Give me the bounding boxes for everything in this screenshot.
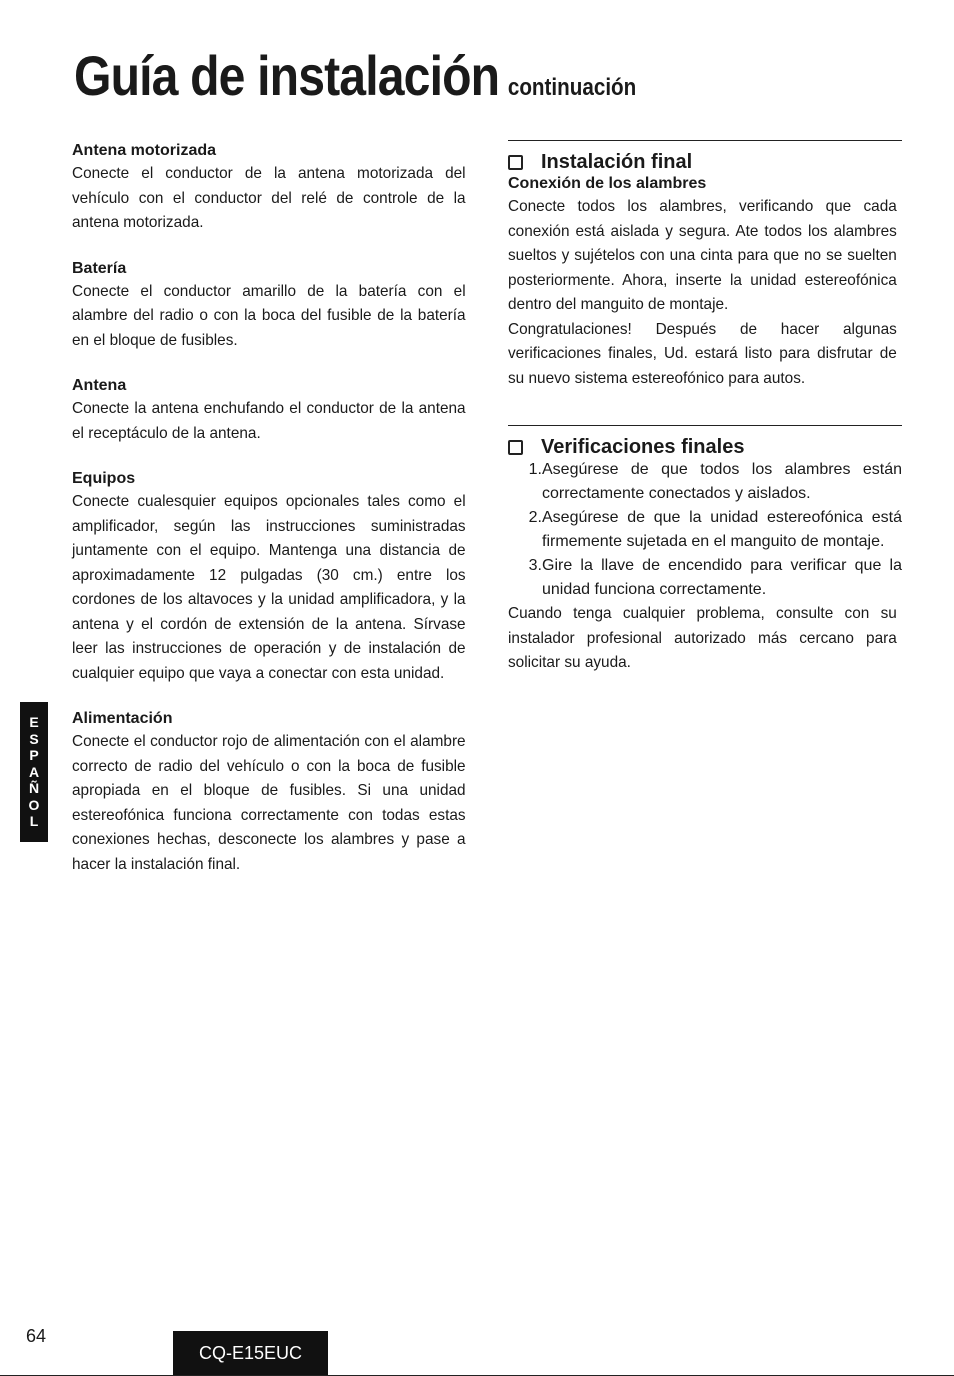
section-body: Conecte la antena enchufando el conductor de la antena el receptáculo de la antena. [72,400,466,442]
item-text: Asegúrese de que todos los alambres están correctamente conectados y aislados. [542,461,902,502]
final-checks-list [508,458,902,602]
list-item [508,506,902,554]
checkbox-square-icon [508,440,523,455]
tab-letter: Ñ [28,780,40,797]
section-heading: Batería [72,259,127,277]
item-text: Asegúrese de que la unidad estereofónica está firmemente sujetada en el manguito de montaje. [542,509,902,550]
final-checks-title: Verificaciones finales [541,436,745,458]
page-title [74,44,636,120]
list-item [508,458,902,506]
section-battery [72,258,466,354]
section-body: Conecte cualesquier equipos opcionales tales como el amplificador, según las instrucciones suministradas juntamente con el equipo. Mantenga una distancia de aproximadamente 12 pulgadas (30 cm.) entre los cordones de los altavoces y la unidad amplificadora, y la antena y el cordón de extensión de la antena. Sírvase leer las instrucciones de operación y de instalación de cualquier equipo que vaya a conectar con esta unidad. [72,493,466,682]
left-column [72,140,466,899]
section-antenna [72,375,466,446]
section-body: Conecte el conductor amarillo de la batería con el alambre del radio o con la boca del fusible de la batería en el bloque de fusibles. [72,282,466,349]
checkbox-square-icon [508,155,523,170]
tab-letter: A [28,763,40,780]
tab-letter: P [29,747,39,764]
wire-connection-heading: Conexión de los alambres [508,175,707,192]
section-heading: Alimentación [72,710,173,727]
tab-letter: S [29,730,39,747]
wire-connection-body: Conecte todos los alambres, verificando que cada conexión está aislada y segura. Ate todos los alambres sueltos y sujételos con una cinta para que no se suelten posteriormente. Ahora, inserte la unidad estereofónica dentro del manguito de montaje. [508,198,897,313]
tab-letter: L [29,813,39,830]
title-continuation: continuación [507,74,637,101]
tab-letter: O [28,796,40,813]
language-side-tab [20,702,48,842]
item-text: Gire la llave de encendido para verificar que la unidad funciona correctamente. [542,557,902,598]
final-checks-header [508,436,902,458]
section-body: Conecte el conductor de la antena motorizada del vehículo con el conductor del relé de controle de la antena motorizada. [72,165,466,231]
section-power-antenna [72,140,466,236]
section-heading: Antena motorizada [72,142,217,159]
section-equipment [72,468,466,686]
closing-text: Cuando tenga cualquier problema, consulte con su instalador profesional autorizado más cercano para solicitar su ayuda. [508,605,897,671]
title-main: Guía de instalación [74,44,500,107]
section-power-supply [72,708,466,877]
model-label: CQ-E15EUC [173,1331,328,1376]
item-number: 3. [528,557,542,574]
final-checks-section [508,425,902,676]
congratulations-text: Congratulaciones! Después de hacer algunas verificaciones finales, Ud. estará listo para disfrutar de su nuevo sistema estereofónico para autos. [508,320,897,387]
final-install-header [508,151,902,173]
final-install-title: Instalación final [541,151,693,173]
section-divider [508,425,902,426]
item-number: 2. [528,509,542,526]
right-column [508,140,902,676]
section-divider [508,140,902,141]
section-heading: Equipos [72,470,136,487]
page-number: 64 [26,1326,47,1346]
item-number: 1. [528,461,542,478]
tab-letter: E [29,714,39,731]
section-heading: Antena [72,377,127,394]
section-body: Conecte el conductor rojo de alimentación con el alambre correcto de radio del vehículo o con la boca de fusible apropiada en el bloque de fusibles. Si una unidad estereofónica funciona correctamente con todas estas conexiones hechas, desconecte los alambres y pase a hacer la instalación final. [72,733,466,873]
list-item [508,554,902,602]
final-install-section [508,140,902,391]
